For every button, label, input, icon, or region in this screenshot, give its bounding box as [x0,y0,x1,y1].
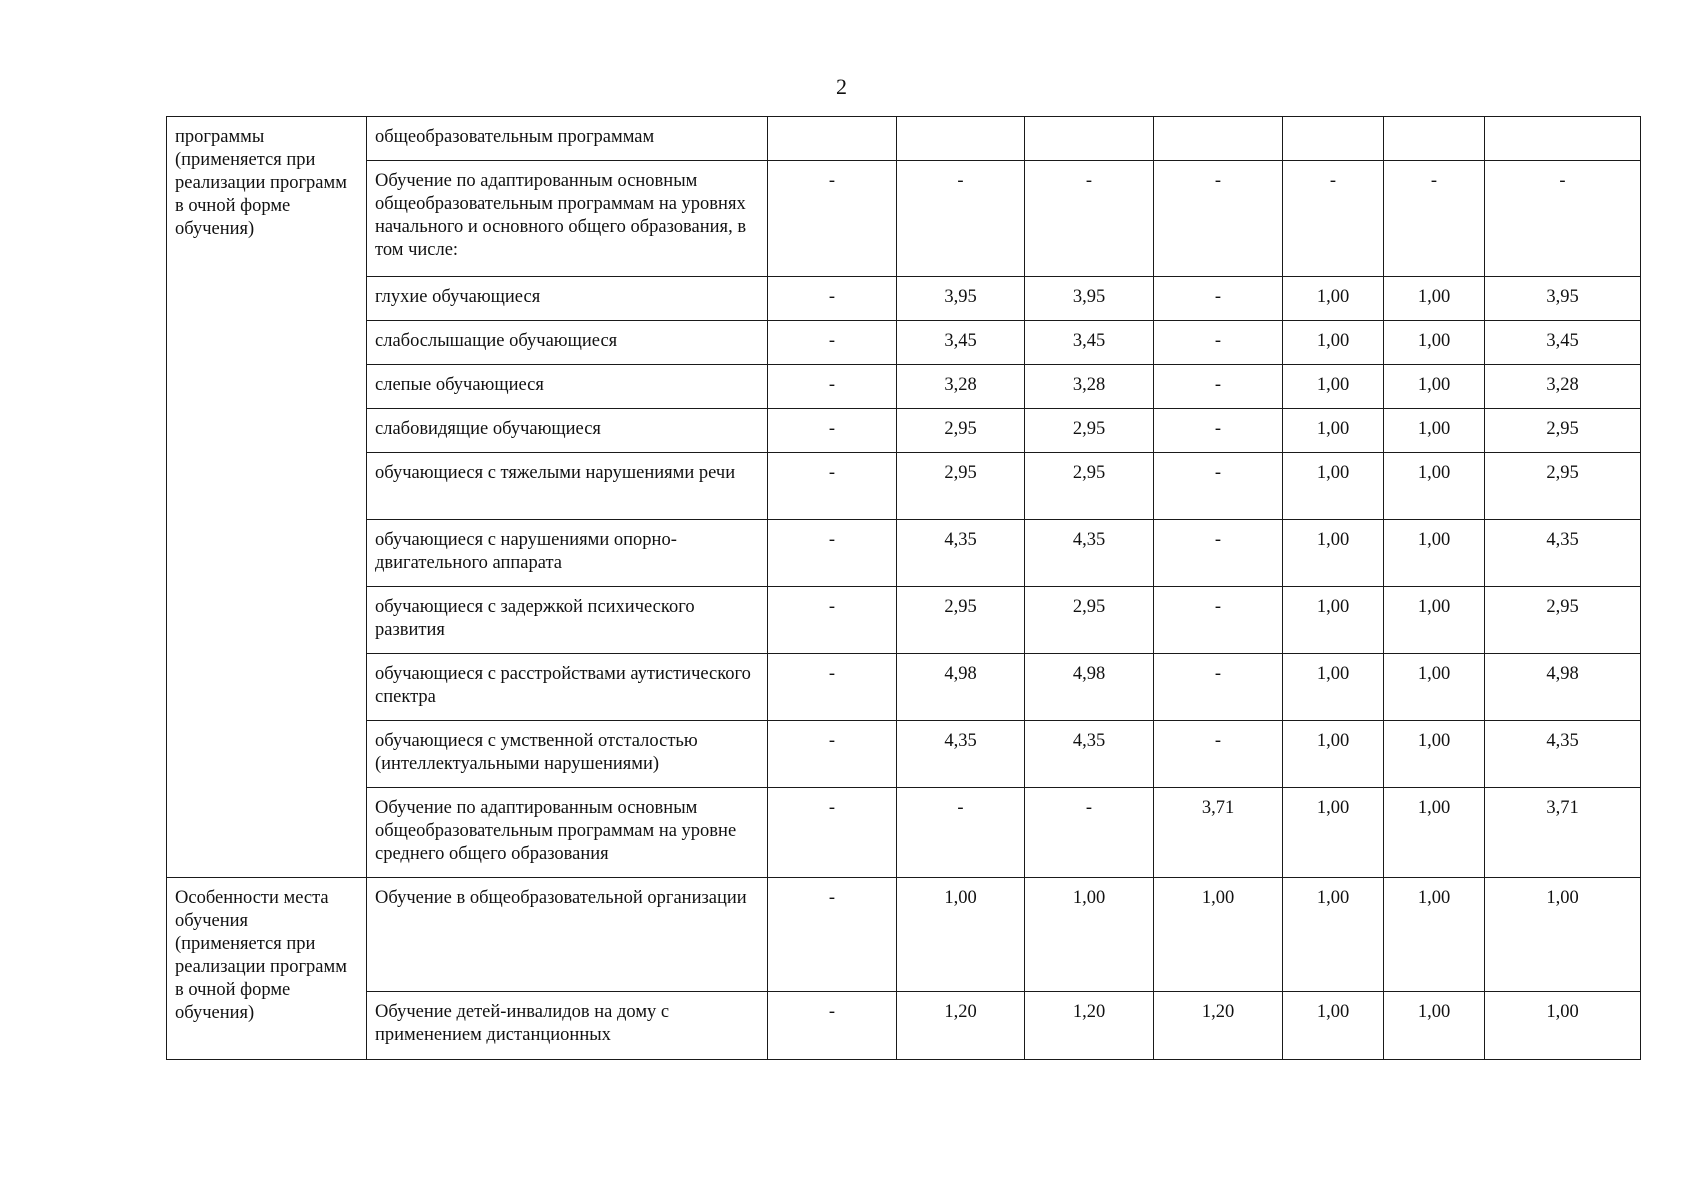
value-cell: - [768,878,897,992]
value-cell: 1,00 [1283,277,1384,321]
value-cell: 4,35 [1485,721,1641,788]
value-cell: - [768,654,897,721]
table-row [167,161,1641,277]
value-cell: - [768,161,897,277]
value-cell: 1,00 [1384,453,1485,520]
value-cell: 1,00 [1384,992,1485,1060]
row-label-cell: слабовидящие обучающиеся [367,409,768,453]
value-cell [768,117,897,161]
table-row [167,721,1641,788]
value-cell: - [768,788,897,878]
value-cell: 4,35 [1025,520,1154,587]
value-cell: 1,00 [1283,721,1384,788]
category-cell: Особенности места обучения (применяется при реализации программ в очной форме обучения) [167,878,367,1060]
value-cell: - [1154,277,1283,321]
value-cell: 1,20 [1154,992,1283,1060]
row-label-cell: обучающиеся с тяжелыми нарушениями речи [367,453,768,520]
value-cell: 3,95 [1485,277,1641,321]
value-cell: 3,45 [897,321,1025,365]
value-cell: 2,95 [897,453,1025,520]
value-cell: - [768,453,897,520]
value-cell: - [768,992,897,1060]
value-cell: 1,00 [1283,365,1384,409]
value-cell: 1,00 [1283,654,1384,721]
value-cell [1384,117,1485,161]
value-cell: 1,00 [1025,878,1154,992]
value-cell: - [1283,161,1384,277]
coefficients-table [166,116,1641,1060]
value-cell: - [1154,321,1283,365]
value-cell: 1,00 [1283,878,1384,992]
page-number: 2 [836,74,847,99]
value-cell: 1,00 [1283,453,1384,520]
table-row [167,992,1641,1060]
value-cell: - [768,520,897,587]
value-cell: 4,98 [1485,654,1641,721]
table-row [167,520,1641,587]
value-cell: 2,95 [1025,453,1154,520]
value-cell: 4,98 [897,654,1025,721]
value-cell: 1,00 [1283,587,1384,654]
value-cell: 1,00 [1384,365,1485,409]
value-cell: 3,28 [1485,365,1641,409]
row-label-cell: слабослышащие обучающиеся [367,321,768,365]
value-cell: - [1154,365,1283,409]
value-cell: 3,71 [1485,788,1641,878]
value-cell: - [768,321,897,365]
value-cell: 4,35 [1025,721,1154,788]
table-row [167,587,1641,654]
value-cell: 1,20 [1025,992,1154,1060]
table-row [167,409,1641,453]
table-row [167,321,1641,365]
row-label-cell: Обучение по адаптированным основным общеобразовательным программам на уровнях начального и основного общего образования, в том числе: [367,161,768,277]
value-cell: 4,35 [897,721,1025,788]
table-row [167,277,1641,321]
value-cell: 3,45 [1485,321,1641,365]
value-cell: 4,35 [897,520,1025,587]
value-cell: - [768,721,897,788]
value-cell [1025,117,1154,161]
value-cell: - [768,277,897,321]
value-cell: 2,95 [1025,409,1154,453]
value-cell: 1,00 [1384,587,1485,654]
value-cell: 1,00 [1283,992,1384,1060]
row-label-cell: слепые обучающиеся [367,365,768,409]
row-label-cell: Обучение в общеобразовательной организации [367,878,768,992]
value-cell: 3,45 [1025,321,1154,365]
value-cell: - [768,409,897,453]
value-cell: 1,00 [1283,520,1384,587]
value-cell: 1,00 [1485,878,1641,992]
table-row [167,654,1641,721]
value-cell: - [1154,654,1283,721]
row-label-cell: общеобразовательным программам [367,117,768,161]
value-cell: 1,00 [1384,788,1485,878]
value-cell: 3,95 [897,277,1025,321]
value-cell: 2,95 [897,409,1025,453]
value-cell: 1,20 [897,992,1025,1060]
value-cell: - [1384,161,1485,277]
value-cell: 1,00 [1384,321,1485,365]
value-cell: - [1154,520,1283,587]
row-label-cell: обучающиеся с умственной отсталостью (интеллектуальными нарушениями) [367,721,768,788]
value-cell [1485,117,1641,161]
value-cell: 1,00 [1384,721,1485,788]
value-cell: 3,28 [897,365,1025,409]
value-cell: - [897,161,1025,277]
value-cell: 1,00 [1283,321,1384,365]
value-cell: 1,00 [1384,654,1485,721]
value-cell: - [1154,453,1283,520]
value-cell: 3,95 [1025,277,1154,321]
value-cell: - [1025,161,1154,277]
value-cell: - [1154,409,1283,453]
value-cell [897,117,1025,161]
value-cell: 1,00 [1283,788,1384,878]
table-row [167,117,1641,161]
value-cell: 4,35 [1485,520,1641,587]
value-cell [1283,117,1384,161]
value-cell: 1,00 [1485,992,1641,1060]
value-cell: 3,28 [1025,365,1154,409]
row-label-cell: глухие обучающиеся [367,277,768,321]
value-cell: - [768,365,897,409]
value-cell: 2,95 [1025,587,1154,654]
table-row [167,788,1641,878]
row-label-cell: обучающиеся с задержкой психического развития [367,587,768,654]
value-cell: 2,95 [1485,409,1641,453]
value-cell: 1,00 [1283,409,1384,453]
value-cell: 3,71 [1154,788,1283,878]
value-cell: - [1154,587,1283,654]
value-cell: 2,95 [1485,453,1641,520]
value-cell: 2,95 [897,587,1025,654]
table-row [167,878,1641,992]
value-cell: 1,00 [1154,878,1283,992]
row-label-cell: обучающиеся с нарушениями опорно-двигательного аппарата [367,520,768,587]
value-cell: 2,95 [1485,587,1641,654]
row-label-cell: Обучение детей-инвалидов на дому с применением дистанционных [367,992,768,1060]
value-cell: - [1025,788,1154,878]
table-row [167,453,1641,520]
value-cell: 1,00 [897,878,1025,992]
value-cell: - [768,587,897,654]
value-cell: 1,00 [1384,878,1485,992]
value-cell: - [1154,721,1283,788]
value-cell: - [1154,161,1283,277]
value-cell: 1,00 [1384,277,1485,321]
category-cell: программы (применяется при реализации программ в очной форме обучения) [167,117,367,878]
value-cell: 1,00 [1384,409,1485,453]
row-label-cell: Обучение по адаптированным основным общеобразовательным программам на уровне среднего общего образования [367,788,768,878]
value-cell: 4,98 [1025,654,1154,721]
value-cell: - [1485,161,1641,277]
table-row [167,365,1641,409]
value-cell: 1,00 [1384,520,1485,587]
row-label-cell: обучающиеся с расстройствами аутистического спектра [367,654,768,721]
value-cell: - [897,788,1025,878]
value-cell [1154,117,1283,161]
